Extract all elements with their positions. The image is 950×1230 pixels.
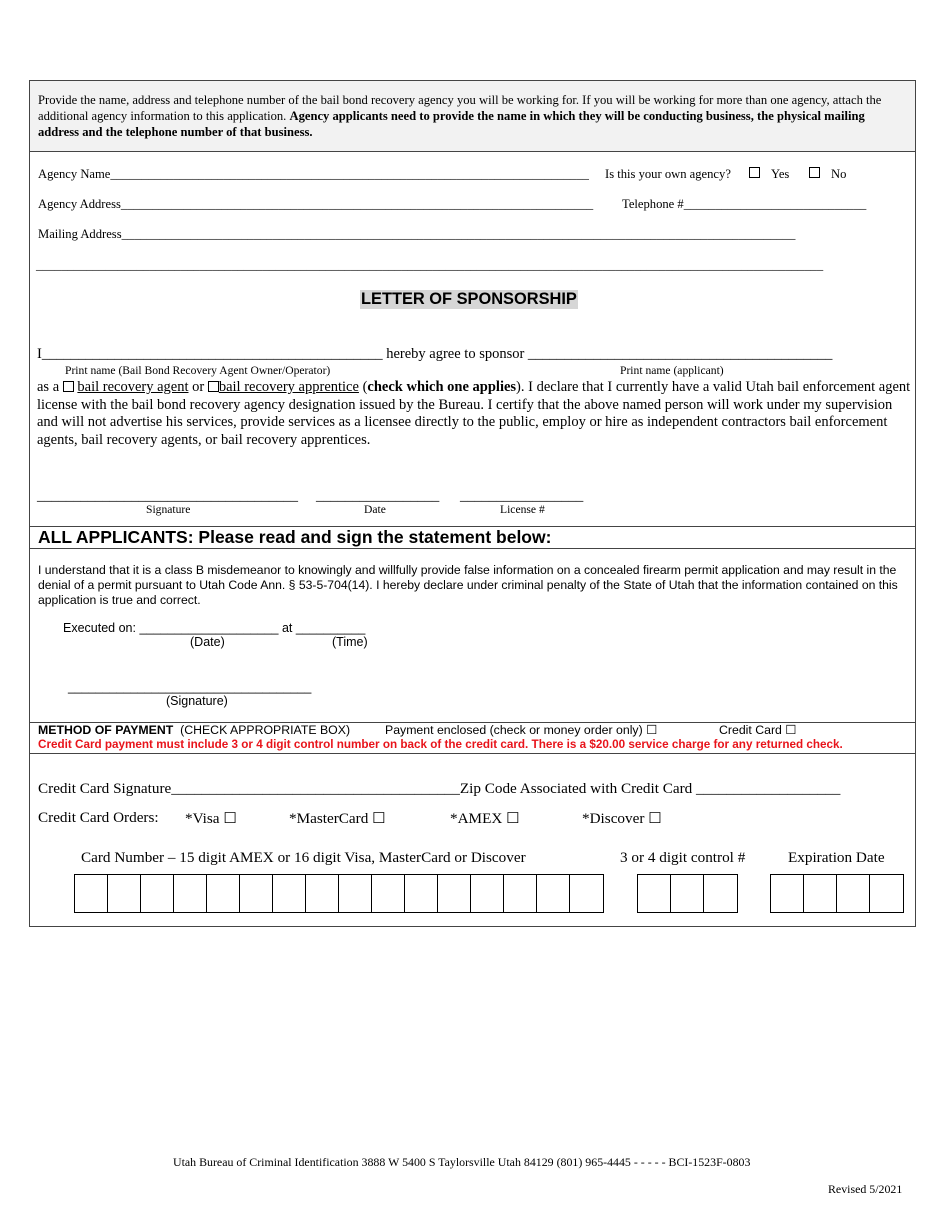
control-digit-box[interactable] bbox=[671, 875, 704, 912]
executed-date-caption: (Date) bbox=[190, 635, 225, 649]
mastercard-option[interactable]: *MasterCard ☐ bbox=[289, 810, 386, 827]
card-number-digit-box[interactable] bbox=[141, 875, 174, 912]
card-number-digit-box[interactable] bbox=[240, 875, 273, 912]
owner-name-caption: Print name (Bail Bond Recovery Agent Owner/Operator) bbox=[65, 364, 331, 377]
footer-address: Utah Bureau of Criminal Identification 3888 W 5400 S Taylorsville Utah 84129 (801) 965-4445 - - - - - BCI-1523F-0803 bbox=[173, 1155, 751, 1169]
expiration-digit-box[interactable] bbox=[771, 875, 804, 912]
control-digit-box[interactable] bbox=[704, 875, 737, 912]
divider bbox=[29, 548, 916, 549]
card-number-digit-box[interactable] bbox=[570, 875, 603, 912]
card-number-digit-box[interactable] bbox=[372, 875, 405, 912]
own-agency-yes-label: Yes bbox=[771, 167, 790, 181]
executed-on-field[interactable]: Executed on: ____________________ at __________ bbox=[63, 621, 366, 635]
card-number-digit-box[interactable] bbox=[504, 875, 537, 912]
own-agency-question: Is this your own agency? bbox=[605, 167, 731, 181]
expiration-date-boxes[interactable] bbox=[770, 874, 904, 913]
own-agency-no-label: No bbox=[831, 167, 847, 181]
recovery-apprentice-label: bail recovery apprentice bbox=[218, 379, 359, 395]
recovery-agent-label: bail recovery agent bbox=[77, 379, 189, 395]
credit-card-orders-label: Credit Card Orders: bbox=[38, 809, 159, 826]
card-number-digit-box[interactable] bbox=[438, 875, 471, 912]
sponsor-date-line[interactable]: _________________ bbox=[316, 488, 440, 504]
sponsor-line[interactable]: I_______________________________________________ hereby agree to sponsor __________________________________________ bbox=[37, 346, 833, 362]
applicant-signature-line[interactable]: ___________________________________ bbox=[68, 680, 312, 694]
own-agency-no-checkbox[interactable] bbox=[809, 167, 820, 178]
card-number-digit-box[interactable] bbox=[471, 875, 504, 912]
card-number-digit-box[interactable] bbox=[207, 875, 240, 912]
mailing-address-line-2[interactable]: _____________________________________________________________________________________________________________________________ bbox=[36, 258, 824, 272]
payment-method-row bbox=[38, 723, 350, 737]
expiration-digit-box[interactable] bbox=[804, 875, 837, 912]
control-number-caption: 3 or 4 digit control # bbox=[620, 849, 746, 866]
divider bbox=[29, 151, 916, 152]
mailing-address-field[interactable]: Mailing Address___________________________________________________________________________________________________________ bbox=[38, 227, 796, 241]
card-number-digit-box[interactable] bbox=[405, 875, 438, 912]
card-number-digit-box[interactable] bbox=[339, 875, 372, 912]
sponsor-signature-line[interactable]: ____________________________________ bbox=[37, 488, 298, 504]
executed-time-caption: (Time) bbox=[332, 635, 368, 649]
sponsor-license-line[interactable]: _________________ bbox=[460, 488, 584, 504]
agency-address-field[interactable]: Agency Address___________________________________________________________________________ bbox=[38, 197, 594, 211]
recovery-agent-checkbox[interactable] bbox=[63, 381, 74, 392]
revised-date: Revised 5/2021 bbox=[828, 1182, 903, 1196]
applicants-statement: I understand that it is a class B misdemeanor to knowingly and willfully provide false information on a concealed firearm permit application and may result in the denial of a permit pursuant to Utah Code Ann. § 53-5-704(14). I hereby declare under criminal penalty of the State of Utah that the information contained on this application is true and correct. bbox=[38, 563, 898, 607]
card-number-digit-box[interactable] bbox=[273, 875, 306, 912]
credit-card-signature-field[interactable]: Credit Card Signature______________________________________Zip Code Associated with Credit Card ___________________ bbox=[38, 780, 841, 797]
credit-card-option[interactable]: Credit Card ☐ bbox=[719, 723, 797, 737]
visa-option[interactable]: *Visa ☐ bbox=[185, 810, 237, 827]
card-number-digit-box[interactable] bbox=[537, 875, 570, 912]
amex-option[interactable]: *AMEX ☐ bbox=[450, 810, 520, 827]
card-number-caption: Card Number – 15 digit AMEX or 16 digit Visa, MasterCard or Discover bbox=[81, 849, 526, 866]
intro-bold-text: Agency applicants need to provide the name in which they will be conducting business, the physical mailing address and the telephone number of that business. bbox=[38, 109, 865, 139]
applicant-name-caption: Print name (applicant) bbox=[620, 364, 724, 377]
sponsorship-paragraph: as a bail recovery agent or bail recovery apprentice (check which one applies). I declare that I currently have a valid Utah bail enforcement agent license with the bail bond recovery agency designation issued by the Bureau. I certify that the above named person will work under my supervision and will not advertise his services, provide services as a licensee directly to the public, employ or hire as independent contractors bail enforcement agents, bail recovery agents, or bail recovery apprentices. bbox=[37, 379, 911, 448]
recovery-apprentice-checkbox[interactable] bbox=[208, 381, 219, 392]
expiration-digit-box[interactable] bbox=[870, 875, 903, 912]
payment-warning: Credit Card payment must include 3 or 4 digit control number on back of the credit card. There is a $20.00 service charge for any returned check. bbox=[38, 738, 843, 751]
discover-option[interactable]: *Discover ☐ bbox=[582, 810, 662, 827]
intro-text: Provide the name, address and telephone number of the bail bond recovery agency you will be working for. If you will be working for more than one agency, attach the additional agency information to this application. Agency applicants need to provide the name in which they will be conducting business, the physical mailing address and the telephone number of that business. bbox=[38, 93, 882, 139]
divider bbox=[29, 753, 916, 754]
card-number-digit-box[interactable] bbox=[174, 875, 207, 912]
payment-method-label: METHOD OF PAYMENT bbox=[38, 723, 174, 737]
control-number-boxes[interactable] bbox=[637, 874, 738, 913]
letter-title: LETTER OF SPONSORSHIP bbox=[361, 290, 577, 308]
payment-enclosed-option[interactable]: Payment enclosed (check or money order only) ☐ bbox=[385, 723, 658, 737]
card-number-boxes[interactable] bbox=[74, 874, 604, 913]
telephone-field[interactable]: Telephone #_____________________________ bbox=[622, 197, 867, 211]
card-number-digit-box[interactable] bbox=[108, 875, 141, 912]
control-digit-box[interactable] bbox=[638, 875, 671, 912]
agency-name-field[interactable]: Agency Name____________________________________________________________________________ bbox=[38, 167, 589, 181]
check-box-instruction: (CHECK APPROPRIATE BOX) bbox=[180, 723, 351, 737]
card-number-digit-box[interactable] bbox=[75, 875, 108, 912]
signature-caption: Signature bbox=[146, 503, 191, 516]
license-caption: License # bbox=[500, 503, 545, 516]
own-agency-yes-checkbox[interactable] bbox=[749, 167, 760, 178]
intro-box bbox=[30, 81, 915, 151]
card-number-digit-box[interactable] bbox=[306, 875, 339, 912]
applicants-heading: ALL APPLICANTS: Please read and sign the statement below: bbox=[38, 527, 552, 547]
applicant-signature-caption: (Signature) bbox=[166, 694, 228, 708]
expiration-digit-box[interactable] bbox=[837, 875, 870, 912]
expiration-caption: Expiration Date bbox=[788, 849, 885, 866]
date-caption: Date bbox=[364, 503, 386, 516]
